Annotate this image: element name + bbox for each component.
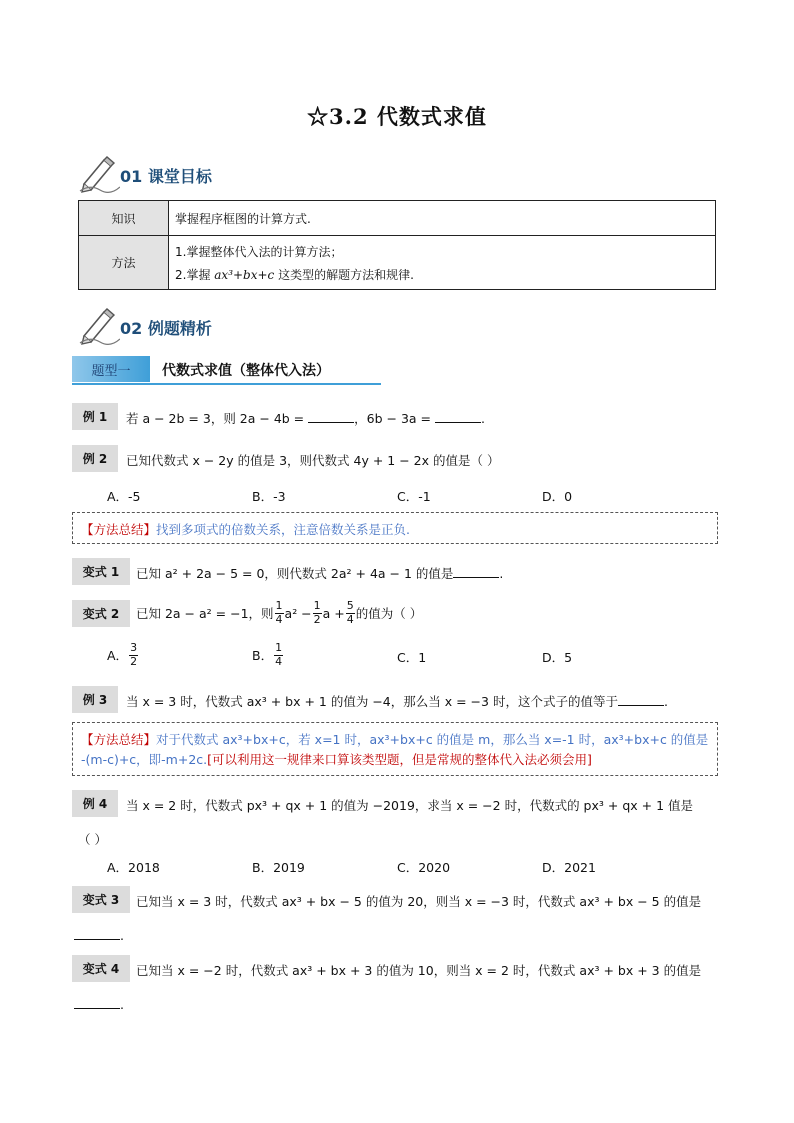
fraction-numerator: 1 xyxy=(275,599,283,613)
option-a xyxy=(107,640,139,670)
fraction-numerator: 3 xyxy=(130,641,138,655)
fraction-denominator: 4 xyxy=(275,612,283,626)
answer-blank xyxy=(435,411,481,423)
variant-4-answer xyxy=(74,997,124,1012)
type-tag: 题型一 xyxy=(72,356,150,382)
variant-tag-1: 变式 1 xyxy=(72,558,130,585)
variant-tag-2: 变式 2 xyxy=(72,600,130,627)
type-underline xyxy=(72,383,381,385)
variant-3-end: . xyxy=(120,928,124,943)
goal-method-line1: 1.掌握整体代入法的计算方法； xyxy=(175,244,343,259)
summary-label: 【方法总结】 xyxy=(81,522,157,537)
fraction-numerator: 1 xyxy=(275,641,283,655)
answer-blank xyxy=(618,694,664,706)
option-a: A．-5 xyxy=(107,489,141,504)
variant-2-term-2: a + xyxy=(322,605,345,621)
answer-blank xyxy=(74,928,120,940)
goal-method-line2-post: 这类型的解题方法和规律. xyxy=(274,267,414,282)
fraction xyxy=(274,642,283,667)
summary-2-line-2 xyxy=(81,750,709,770)
example-3-part-a: 当 x = 3 时，代数式 ax³ + bx + 1 的值为 −4，那么当 x = −3 时，这个式子的值等于 xyxy=(126,694,618,709)
goal-method-line2 xyxy=(175,266,709,283)
goal-method-expr: ax³+bx+c xyxy=(214,267,275,282)
variant-2-term-1: a² − xyxy=(284,605,312,621)
example-1-part-a: 若 a − 2b = 3，则 2a − 4b = xyxy=(126,411,309,426)
method-summary-1 xyxy=(72,512,718,544)
goal-body-knowledge: 掌握程序框图的计算方式. xyxy=(169,201,716,236)
option-c: C．2020 xyxy=(397,860,451,875)
summary-2-line-1 xyxy=(81,730,709,750)
section-title-examples: 02 例题精析 xyxy=(120,319,212,338)
pencil-icon xyxy=(78,154,120,194)
fraction xyxy=(313,600,322,625)
goal-table xyxy=(78,200,716,290)
option-d: D．0 xyxy=(542,489,573,504)
variant-tag-3: 变式 3 xyxy=(72,886,130,913)
variant-1-text xyxy=(136,564,503,582)
example-1-part-b: ，6b − 3a = xyxy=(354,411,435,426)
option-b xyxy=(252,640,284,670)
variant-4-text: 已知当 x = −2 时，代数式 ax³ + bx + 3 的值为 10，则当 x = 2 时，代数式 ax³ + bx + 3 的值是 xyxy=(136,963,702,978)
summary-label: 【方法总结】 xyxy=(81,732,157,747)
fraction-denominator: 4 xyxy=(346,612,354,626)
summary-tip: [可以利用这一规律来口算该类型题，但是常规的整体代入法必须会用] xyxy=(207,752,592,767)
variant-2-part-b: 的值为（ ） xyxy=(355,606,423,621)
example-tag-3: 例 3 xyxy=(72,686,118,713)
goal-head-method: 方法 xyxy=(79,236,169,290)
method-summary-2 xyxy=(72,722,718,776)
option-c: C．1 xyxy=(397,650,427,665)
example-1-text xyxy=(126,409,485,427)
variant-tag-4: 变式 4 xyxy=(72,955,130,982)
variant-3-text: 已知当 x = 3 时，代数式 ax³ + bx − 5 的值为 20，则当 x = −3 时，代数式 ax³ + bx − 5 的值是 xyxy=(136,894,702,909)
variant-4-end: . xyxy=(120,997,124,1012)
fraction-numerator: 1 xyxy=(313,599,321,613)
answer-blank xyxy=(308,411,354,423)
fraction-numerator: 5 xyxy=(346,599,354,613)
fraction xyxy=(275,600,284,625)
summary-text: 找到多项式的倍数关系，注意倍数关系是正负. xyxy=(156,522,410,537)
option-a: A．2018 xyxy=(107,860,160,875)
variant-2-part-a: 已知 2a − a² = −1，则 xyxy=(136,606,274,621)
variant-1-part-b: . xyxy=(499,566,504,581)
answer-blank xyxy=(74,997,120,1009)
goal-head-knowledge: 知识 xyxy=(79,201,169,236)
option-label: B． xyxy=(252,648,274,663)
type-title: 代数式求值（整体代入法） xyxy=(162,363,330,379)
example-tag-2: 例 2 xyxy=(72,445,118,472)
answer-blank xyxy=(453,566,499,578)
goal-method-line2-pre: 2.掌握 xyxy=(175,267,215,282)
section-title-goals: 01 课堂目标 xyxy=(120,167,212,186)
variant-1-part-a: 已知 a² + 2a − 5 = 0，则代数式 2a² + 4a − 1 的值是 xyxy=(136,566,454,581)
fraction-denominator: 4 xyxy=(275,654,283,668)
example-2-text: 已知代数式 x − 2y 的值是 3，则代数式 4y + 1 − 2x 的值是（ ） xyxy=(126,453,500,468)
pencil-icon xyxy=(78,306,120,346)
goal-body-method xyxy=(169,236,716,290)
fraction-denominator: 2 xyxy=(313,612,321,626)
option-b: B．2019 xyxy=(252,860,305,875)
fraction xyxy=(346,600,355,625)
option-label: A． xyxy=(107,648,129,663)
option-b: B．-3 xyxy=(252,489,286,504)
option-d: D．5 xyxy=(542,650,573,665)
example-tag-4: 例 4 xyxy=(72,790,118,817)
example-4-paren: （ ） xyxy=(78,832,107,847)
example-1-part-c: . xyxy=(480,411,485,426)
summary-text: 对于代数式 ax³+bx+c，若 x=1 时，ax³+bx+c 的值是 m，那么当 x=-1 时，ax³+bx+c 的值是 xyxy=(156,732,709,747)
example-3-part-b: . xyxy=(663,694,668,709)
fraction-denominator: 2 xyxy=(130,654,138,668)
variant-3-answer xyxy=(74,928,124,943)
option-c: C．-1 xyxy=(397,489,431,504)
example-tag-1: 例 1 xyxy=(72,403,118,430)
example-4-text: 当 x = 2 时，代数式 px³ + qx + 1 的值为 −2019，求当 x = −2 时，代数式的 px³ + qx + 1 值是 xyxy=(126,798,693,813)
fraction xyxy=(129,642,138,667)
page-title: ☆3.2 代数式求值 xyxy=(307,104,487,129)
variant-2-text xyxy=(136,598,422,628)
option-d: D．2021 xyxy=(542,860,596,875)
example-3-text xyxy=(126,692,668,710)
summary-formula: -(m-c)+c，即-m+2c. xyxy=(81,752,208,767)
